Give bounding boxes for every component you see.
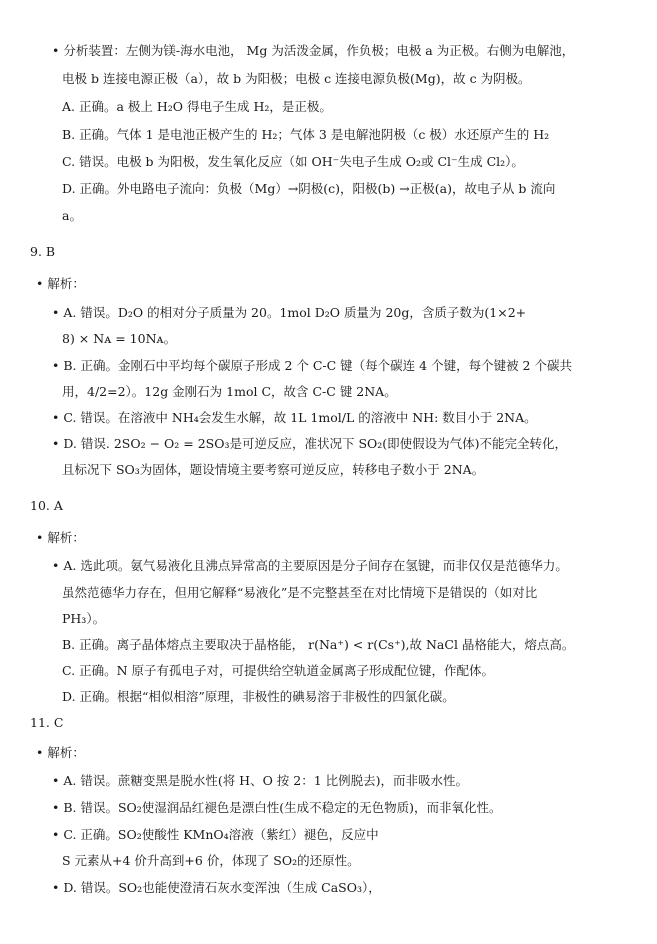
- text-line: • A. 错误。蔗糖变黑是脱水性(将 H、O 按 2：1 比例脱去)，而非吸水性。: [52, 773, 469, 788]
- analysis-label: • 解析：: [36, 745, 85, 760]
- text-line: D. 正确。外电路电子流向：负极（Mg）→阴极(c)，阳极(b) →正极(a)，故电子从 b 流向: [62, 181, 556, 196]
- text-line: S 元素从+4 价升高到+6 价，体现了 SO₂的还原性。: [62, 853, 360, 868]
- text-line: • C. 正确。SO₂使酸性 KMnO₄溶液（紫红）褪色，反应中: [52, 827, 379, 842]
- text-line: D. 正确。根据“相似相溶”原理，非极性的碘易溶于非极性的四氯化碳。: [62, 689, 455, 704]
- analysis-label: • 解析：: [36, 276, 85, 291]
- text-line: • A. 选此项。氨气易液化且沸点异常高的主要原因是分子间存在氢键，而非仅仅是范德华力。: [52, 558, 568, 573]
- text-line: 且标况下 SO₃为固体，题设情境主要考察可逆反应，转移电子数小于 2NA。: [62, 462, 485, 477]
- question-number: 11. C: [30, 715, 64, 730]
- text-line: • D. 错误。SO₂也能使澄清石灰水变浑浊（生成 CaSO₃），: [52, 880, 381, 895]
- question-number: 10. A: [30, 498, 63, 513]
- text-line: • A. 错误。D₂O 的相对分子质量为 20。1mol D₂O 质量为 20g，含质子数为(1×2+: [52, 305, 527, 320]
- question-number: 9. B: [30, 244, 56, 259]
- text-line: C. 错误。电极 b 为阳极，发生氧化反应（如 OH⁻失电子生成 O₂或 Cl⁻生成 Cl₂）。: [62, 154, 524, 169]
- text-line: 用，4/2=2）。12g 金刚石为 1mol C，故含 C-C 键 2NA。: [62, 384, 397, 399]
- text-line: A. 正确。a 极上 H₂O 得电子生成 H₂，是正极。: [62, 99, 332, 114]
- text-line: B. 正确。气体 1 是电池正极产生的 H₂；气体 3 是电解池阴极（c 极）水还原产生的 H₂: [62, 127, 550, 142]
- text-line: • B. 正确。金刚石中平均每个碳原子形成 2 个 C-C 键（每个碳连 4 个键，每个键被 2 个碳共: [52, 358, 572, 373]
- text-line: • B. 错误。SO₂使湿润品红褪色是漂白性(生成不稳定的无色物质)，而非氧化性。: [52, 800, 502, 815]
- text-line: • D. 错误. 2SO₂ − O₂ = 2SO₃是可逆反应，准状况下 SO₂(即使假设为气体)不能完全转化，: [52, 436, 568, 451]
- analysis-label: • 解析：: [36, 530, 85, 545]
- text-line: C. 正确。N 原子有孤电子对，可提供给空轨道金属离子形成配位键，作配体。: [62, 663, 494, 678]
- text-line: • C. 错误。在溶液中 NH₄会发生水解，故 1L 1mol/L 的溶液中 NH: 数目小于 2NA。: [52, 410, 537, 425]
- text-line: 虽然范德华力存在，但用它解释“易液化”是不完整甚至在对比情境下是错误的（如对比: [62, 585, 538, 600]
- text-line: 8) × Nᴀ = 10Nᴀ。: [62, 331, 177, 346]
- text-line: B. 正确。离子晶体熔点主要取决于晶格能， r(Na⁺) < r(Cs⁺),故 NaCl 晶格能大，熔点高。: [62, 637, 575, 652]
- text-line: 电极 b 连接电源正极（a），故 b 为阳极；电极 c 连接电源负极(Mg)，故 c 为阴极。: [62, 71, 531, 86]
- text-line: • 分析装置：左侧为镁-海水电池， Mg 为活泼金属，作负极；电极 a 为正极。右侧为电解池，: [52, 43, 575, 58]
- text-line: a。: [62, 208, 82, 223]
- text-line: PH₃）。: [62, 611, 106, 626]
